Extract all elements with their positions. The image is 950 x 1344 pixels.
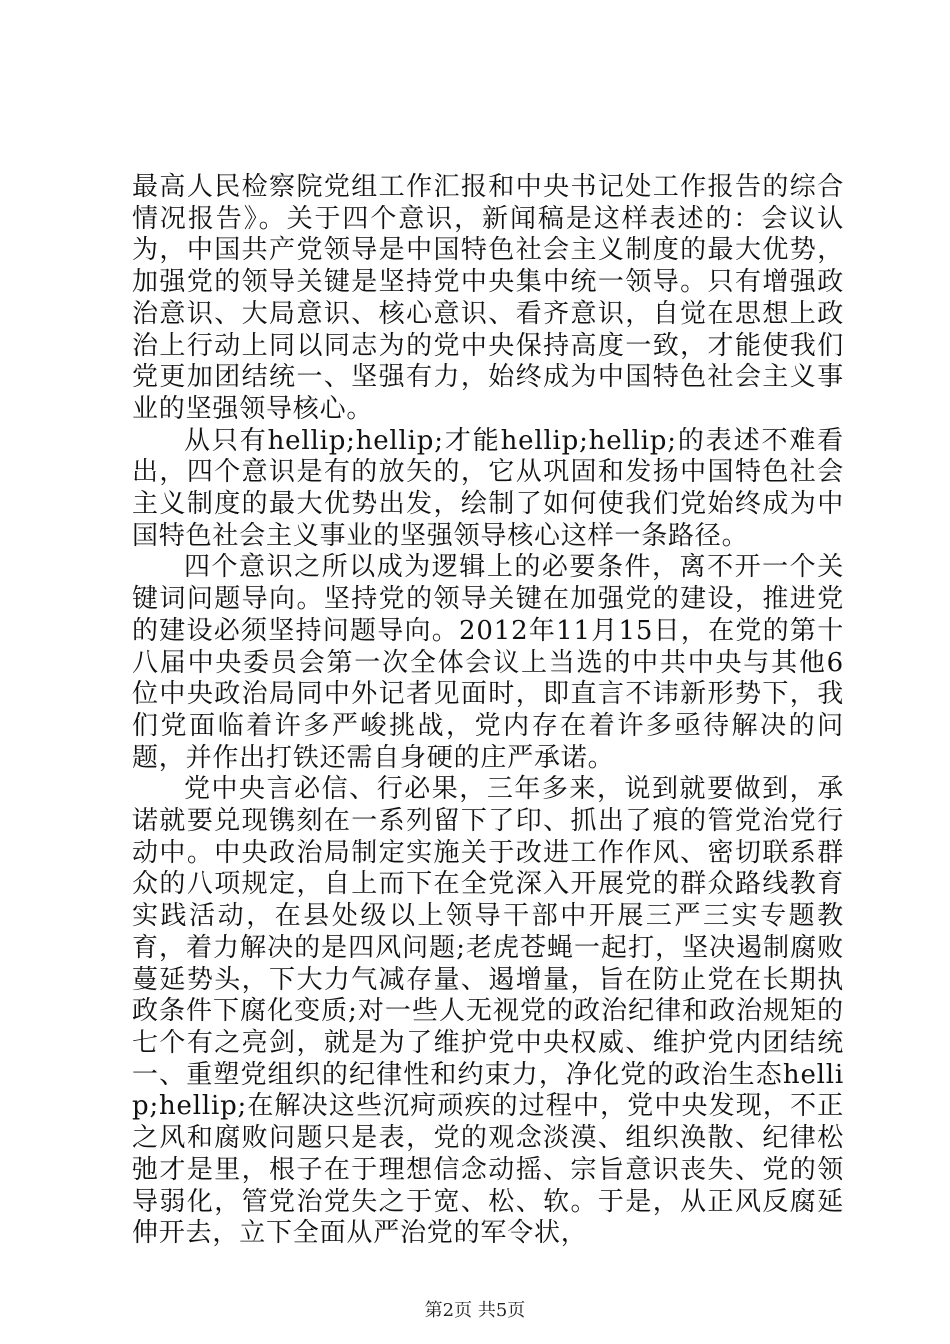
paragraph-continued: 最高人民检察院党组工作汇报和中央书记处工作报告的综合情况报告》。关于四个意识，新闻稿是这样表述的：会议认为，中国共产党领导是中国特色社会主义制度的最大优势，加强党的领导关键是坚持党中央集中统一领导。只有增强政治意识、大局意识、核心意识、看齐意识，自觉在思想上政治上行动上同以同志为的党中央保持高度一致，才能使我们党更加团结统一、坚强有力，始终成为中国特色社会主义事业的坚强领导核心。	[132, 172, 844, 424]
paragraph: 四个意识之所以成为逻辑上的必要条件，离不开一个关键词问题导向。坚持党的领导关键在加强党的建设，推进党的建设必须坚持问题导向。2012年11月15日，在党的第十八届中央委员会第一次全体会议上当选的中共中央与其他6位中央政治局同中外记者见面时，即直言不讳新形势下，我们党面临着许多严峻挑战，党内存在着许多亟待解决的问题，并作出打铁还需自身硬的庄严承诺。	[132, 552, 844, 773]
paragraph: 从只有hellip;hellip;才能hellip;hellip;的表述不难看出，四个意识是有的放矢的，它从巩固和发扬中国特色社会主义制度的最大优势出发，绘制了如何使我们党始终成为中国特色社会主义事业的坚强领导核心这样一条路径。	[132, 425, 844, 551]
document-body	[132, 172, 844, 1250]
paragraph: 党中央言必信、行必果，三年多来，说到就要做到，承诺就要兑现镌刻在一系列留下了印、抓出了痕的管党治党行动中。中央政治局制定实施关于改进工作作风、密切联系群众的八项规定，自上而下在全党深入开展党的群众路线教育实践活动，在县处级以上领导干部中开展三严三实专题教育，着力解决的是四风问题;老虎苍蝇一起打，坚决遏制腐败蔓延势头，下大力气减存量、遏增量，旨在防止党在长期执政条件下腐化变质;对一些人无视党的政治纪律和政治规矩的七个有之亮剑，就是为了维护党中央权威、维护党内团结统一、重塑党组织的纪律性和约束力，净化党的政治生态hellip;hellip;在解决这些沉疴顽疾的过程中，党中央发现，不正之风和腐败问题只是表，党的观念淡漠、组织涣散、纪律松弛才是里，根子在于理想信念动摇、宗旨意识丧失、党的领导弱化，管党治党失之于宽、松、软。于是，从正风反腐延伸开去，立下全面从严治党的军令状，	[132, 774, 844, 1249]
page-number-footer: 第2页 共5页	[424, 1300, 526, 1321]
